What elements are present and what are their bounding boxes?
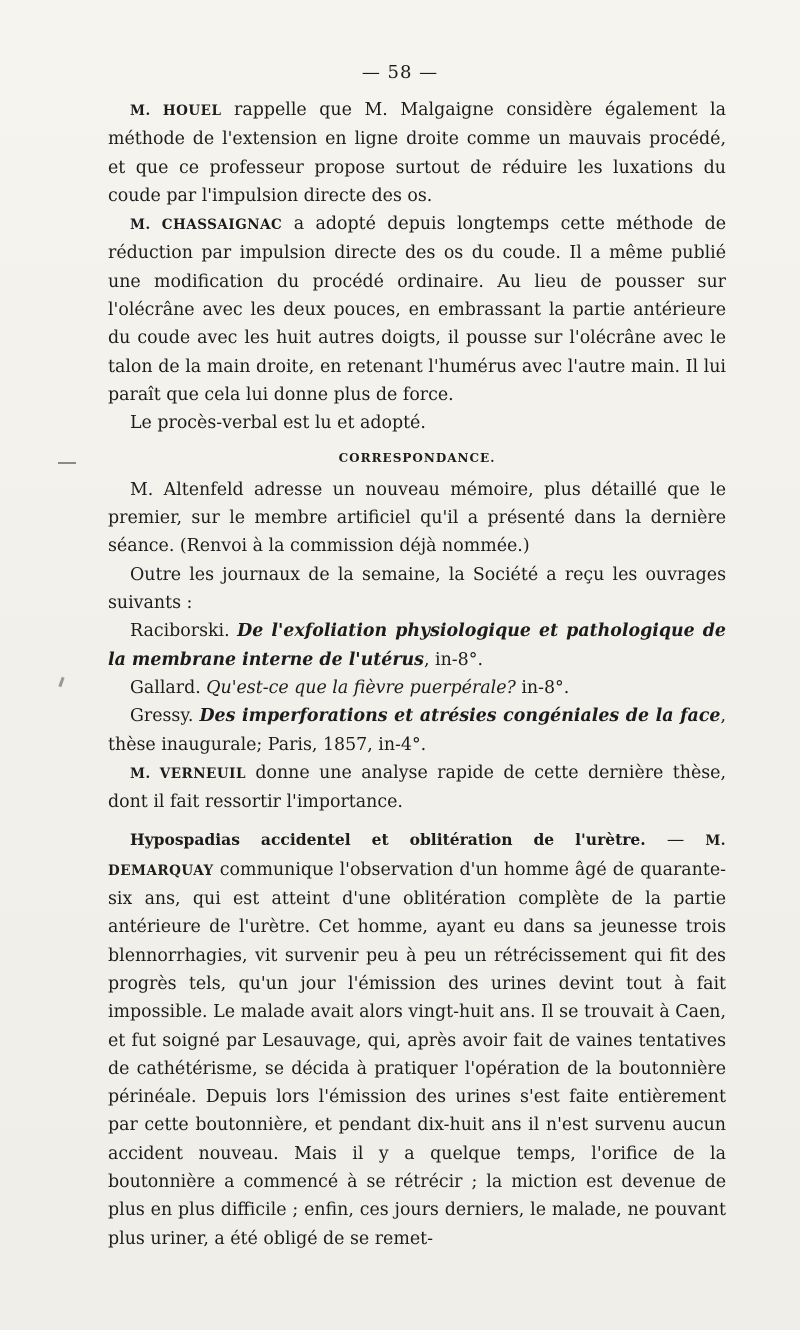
- margin-tick: [58, 677, 64, 687]
- paragraph-demarquay: [108, 826, 726, 1252]
- speaker-houel: M. HOUEL: [130, 103, 222, 119]
- houel-text: rappelle que M. Malgaigne considère également la méthode de l'extension en ligne droite comme un mauvais procédé, et que ce professeur propose surtout de réduire les luxations du coude par l'impulsion directe des os.: [108, 100, 726, 206]
- speaker-chassaignac: M. CHASSAIGNAC: [130, 217, 283, 234]
- work-item: [108, 674, 726, 702]
- section-gap: [108, 816, 726, 826]
- paragraph-minutes: Le procès-verbal est lu et adopté.: [130, 413, 426, 434]
- paragraph-chassaignac: [108, 210, 726, 409]
- section-title: Hypospadias accidentel et oblitération de l'urètre.: [130, 830, 646, 850]
- work-details: , thèse inaugurale; Paris, 1857, in-4°.: [108, 706, 727, 755]
- speaker-verneuil: M. VERNEUIL: [130, 765, 246, 782]
- correspondence-heading: CORRESPONDANCE.: [338, 450, 496, 465]
- work-author: Raciborski.: [130, 621, 238, 642]
- work-title: De l'exfoliation physiologique et pathologique de la membrane interne de l'utérus: [108, 621, 726, 670]
- work-author: Gressy.: [130, 706, 200, 727]
- work-title: Des imperforations et atrésies congéniales de la face: [199, 706, 721, 727]
- work-details: in-8°.: [515, 677, 570, 698]
- body-text: [108, 96, 726, 1253]
- title-dash: —: [645, 830, 706, 851]
- work-author: Gallard.: [130, 677, 207, 698]
- paragraph-houel: [108, 96, 726, 210]
- work-item: [108, 617, 726, 674]
- demarquay-text: communique l'observation d'un homme âgé de quarante-six ans, qui est atteint d'une oblitération complète de la partie antérieure de l'urètre. Cet homme, ayant eu dans sa jeunesse trois blennorrhagies, vit survenir peu à peu un rétrécissement qui fit des progrès tels, qu'un jour l'émission des urines devint tout à fait impossible. Le malade avait alors vingt-huit ans. Il se trouvait à Caen, et fut soigné par Lesauvage, qui, après avoir fait de vaines tentatives de cathétérisme, se décida à pratiquer l'opération de la boutonnière périnéale. Depuis lors l'émission des urines s'est faite entièrement par cette boutonnière, et pendant dix-huit ans il n'est survenu aucun accident nouveau. Mais il y a quelque temps, l'orifice de la boutonnière a commencé à se rétrécir ; la miction est devenue de plus en plus difficile ; enfin, ces jours derniers, le malade, ne pouvant plus uriner, a été obligé de se remet-: [108, 859, 726, 1249]
- speaker-demarquay: M. DEMARQUAY: [108, 833, 726, 879]
- work-item: [108, 702, 726, 759]
- chassaignac-text: a adopté depuis longtemps cette méthode de réduction par impulsion directe des os du coude. Il a même publié une modification du procédé ordinaire. Au lieu de pousser sur l'olécrâne avec les deux pouces, en embrassant la partie antérieure du coude avec les huit autres doigts, il pousse sur l'olécrâne avec le talon de la main droite, en retenant l'humérus avec l'autre main. Il lui paraît que cela lui donne plus de force.: [108, 214, 726, 405]
- paragraph-altenfeld: M. Altenfeld adresse un nouveau mémoire, plus détaillé que le premier, sur le membre artificiel qu'il a présenté dans la dernière séance. (Renvoi à la commission déjà nommée.): [108, 479, 726, 557]
- page-number: — 58 —: [361, 62, 439, 83]
- work-title: Qu'est-ce que la fièvre puerpérale?: [206, 677, 516, 698]
- work-details: , in-8°.: [423, 649, 483, 670]
- margin-mark: [58, 462, 76, 464]
- paragraph-works-received: Outre les journaux de la semaine, la Société a reçu les ouvrages suivants :: [108, 564, 726, 614]
- paragraph-verneuil: [108, 759, 726, 817]
- verneuil-text: donne une analyse rapide de cette dernière thèse, dont il fait ressortir l'importance.: [108, 762, 726, 813]
